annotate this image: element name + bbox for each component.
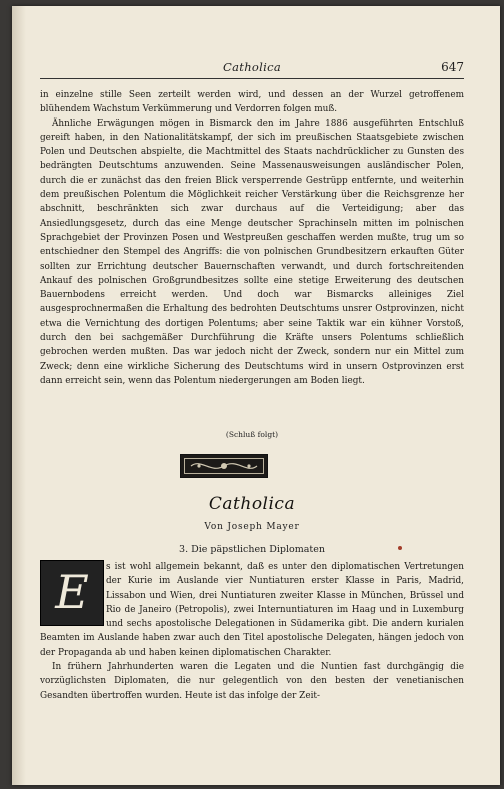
page-header <box>40 60 464 76</box>
initial-space <box>40 560 106 630</box>
paragraph: in einzelne stille Seen zerteilt werden wird, und dessen an der Wurzel getroffenem blühendem Wachstum Verkümmerung und Verdorren folgen muß. <box>40 90 464 115</box>
paragraph: s ist wohl allgemein bekannt, daß es unter den diplomatischen Vertretungen der Kurie im Auslande vier Nuntiaturen erster Klasse in Paris, Madrid, Lissabon und Wien, drei Nuntiaturen zweiter Klasse in München, Brüssel und Rio de Janeiro (Petropolis), zwei Internuntiaturen im Haag und in Luxemburg und sechs apostolische Delegationen in Südamerika gibt. Die andern kurialen Beamten im Auslande haben zwar auch den Titel apostolische Delegaten, hängen jedoch von der Propaganda ab und haben keinen diplomatischen Charakter. <box>40 562 464 658</box>
paragraph: Ähnliche Erwägungen mögen in Bismarck den im Jahre 1886 ausgeführten Entschluß gereift haben, in den Nationalitätskampf, der sich im preußischen Staatsgebiete zwischen Polen und Deutschen abspielte, die Machtmittel des Staats nachdrücklicher zu Gunsten des bedrängten Deutschtums anzuwenden. Seine Massenausweisungen ausländischer Polen, durch die er zunächst das den freien Blick versperrende Gestrüpp entfernte, und weiterhin dem preußischen Polentum die Möglichkeit reicher Verstärkung über die Reichsgrenze her abschnitt, beschränkten sich zwar durchaus auf die Verteidigung; aber das Ansiedlungsgesetz, durch das eine Menge deutscher Sprachinseln mitten im polnischen Sprachgebiet der Provinzen Posen und Westpreußen geschaffen werden mußte, trug um so entschiedner den Stempel des Angriffs: die von polnischen Grundbesitzern erkauften Güter sollten zur Errichtung deutscher Bauernschaften verwandt, und durch fortschreitenden Ankauf des polnischen Großgrundbesitzes sollte eine stetige Erweiterung des deutschen Bauernbodens erreicht werden. Und doch war Bismarcks alleiniges Ziel ausgesprochnermaßen die Erhaltung des bedrohten Deutschtums unsrer Ostprovinzen, nicht etwa die Vernichtung des dortigen Polentums; aber seine Taktik war ein kühner Vorstoß, durch den bei sachgemäßer Durchführung die Kräfte unsers Polentums schließlich gebrochen werden mußten. Das war jedoch nicht der Zweck, sondern nur ein Mittel zum Zweck; denn eine wirkliche Sicherung des Deutschtums wird in unsern Ostprovinzen erst dann erreicht sein, wenn das Polentum niedergerungen am Boden liegt. <box>40 118 464 386</box>
section-heading: 3. Die päpstlichen Diplomaten <box>179 544 325 555</box>
page-number: 647 <box>441 60 464 74</box>
ornament-vignette <box>180 454 268 478</box>
ink-spot <box>398 546 402 550</box>
ornament-flourish-icon <box>181 455 267 477</box>
running-title: Catholica <box>223 60 281 74</box>
paragraph: In frühern Jahrhunderten waren die Legaten und die Nuntien fast durchgängig die vorzüglichsten Diplomaten, die nur gelegentlich von den besten der venetianischen Gesandten übertroffen wurden. Heute ist das infolge der Zeit- <box>40 662 464 701</box>
article-text <box>40 560 464 703</box>
page-spine-shadow <box>12 6 26 785</box>
header-rule <box>40 78 464 79</box>
initial-letter: E <box>55 565 89 619</box>
article-author: Von Joseph Mayer <box>204 522 300 532</box>
continued-article-text <box>40 88 464 439</box>
article-title: Catholica <box>208 494 296 514</box>
continuation-note: (Schluß folgt) <box>225 430 279 439</box>
